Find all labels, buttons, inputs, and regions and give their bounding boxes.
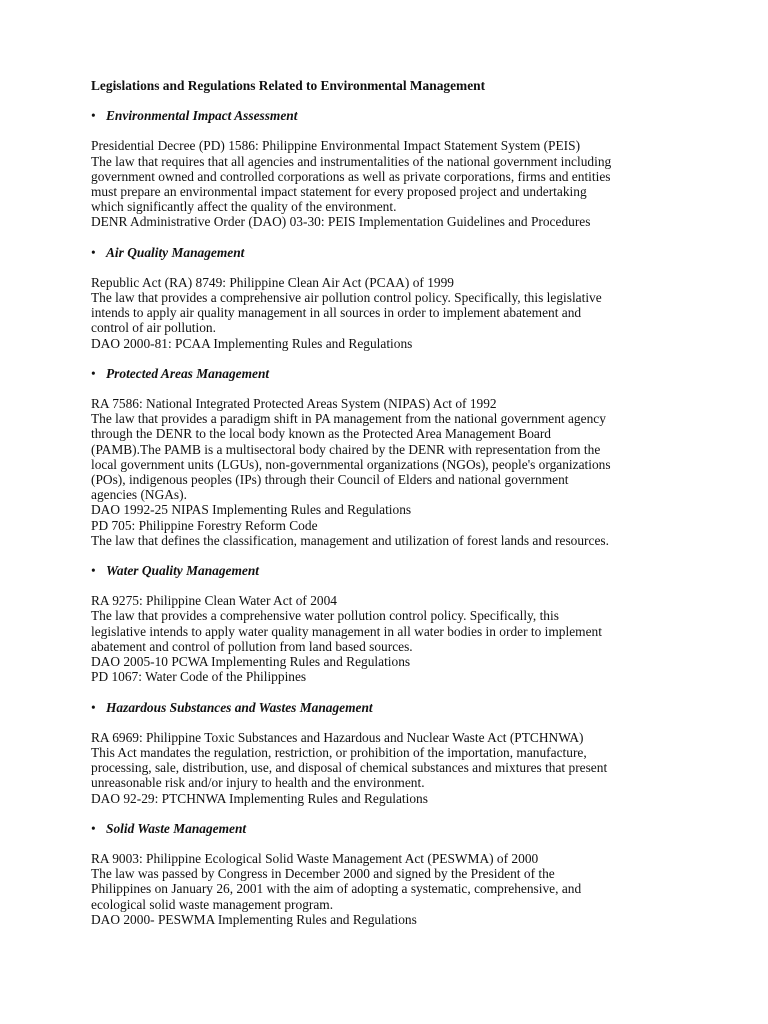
document-title: Legislations and Regulations Related to Environmental Management — [91, 78, 486, 93]
body-text-line: must prepare an environmental impact statement for every proposed project and undertaking — [91, 184, 587, 200]
body-text-line: processing, sale, distribution, use, and disposal of chemical substances and mixtures that present — [91, 760, 608, 776]
bullet-icon: • — [91, 820, 96, 836]
section-heading — [91, 700, 691, 715]
body-text-line: RA 6969: Philippine Toxic Substances and Hazardous and Nuclear Waste Act (PTCHNWA) — [91, 729, 584, 745]
body-text-line: Presidential Decree (PD) 1586: Philippine Environmental Impact Statement System (PEIS) — [91, 138, 581, 154]
body-text-line: agencies (NGAs). — [91, 487, 187, 503]
section-body — [91, 593, 691, 684]
section — [91, 108, 691, 229]
body-text-line: local government units (LGUs), non-governmental organizations (NGOs), people's organizations — [91, 456, 611, 472]
section-body — [91, 396, 691, 548]
body-text-line: PD 1067: Water Code of the Philippines — [91, 669, 307, 685]
section-heading-text: Environmental Impact Assessment — [106, 108, 298, 124]
body-text-line: unreasonable risk and/or injury to health and the environment. — [91, 775, 425, 791]
document-page — [91, 78, 691, 942]
body-text-line: The law that provides a comprehensive air pollution control policy. Specifically, this legislative — [91, 290, 602, 306]
body-text-line: The law that provides a comprehensive water pollution control policy. Specifically, this — [91, 608, 559, 624]
bullet-icon: • — [91, 244, 96, 260]
body-text-line: DAO 92-29: PTCHNWA Implementing Rules and Regulations — [91, 790, 428, 806]
section-body — [91, 730, 691, 806]
bullet-icon: • — [91, 108, 96, 124]
body-text-line: Republic Act (RA) 8749: Philippine Clean Air Act (PCAA) of 1999 — [91, 274, 455, 290]
body-text-line: abatement and control of pollution from land based sources. — [91, 638, 413, 654]
bullet-icon: • — [91, 365, 96, 381]
section-heading — [91, 821, 691, 836]
body-text-line: RA 7586: National Integrated Protected Areas System (NIPAS) Act of 1992 — [91, 396, 497, 412]
section-heading-text: Hazardous Substances and Wastes Management — [106, 699, 373, 715]
section-heading-text: Solid Waste Management — [106, 820, 247, 836]
bullet-icon: • — [91, 699, 96, 715]
bullet-icon: • — [91, 563, 96, 579]
body-text-line: RA 9003: Philippine Ecological Solid Waste Management Act (PESWMA) of 2000 — [91, 850, 539, 866]
body-text-line: (PAMB).The PAMB is a multisectoral body chaired by the DENR with representation from the — [91, 441, 601, 457]
section — [91, 700, 691, 806]
body-text-line: (POs), indigenous peoples (IPs) through their Council of Elders and national government — [91, 472, 569, 488]
section-body — [91, 138, 691, 229]
body-text-line: The law that defines the classification, management and utilization of forest lands and resources. — [91, 532, 609, 548]
body-text-line: which significantly affect the quality of the environment. — [91, 199, 397, 215]
section-heading — [91, 366, 691, 381]
section-body — [91, 275, 691, 351]
body-text-line: PD 705: Philippine Forestry Reform Code — [91, 517, 318, 533]
section — [91, 563, 691, 684]
body-text-line: The law that requires that all agencies and instrumentalities of the national government including — [91, 153, 612, 169]
section — [91, 366, 691, 548]
section-heading — [91, 245, 691, 260]
body-text-line: DAO 2005-10 PCWA Implementing Rules and Regulations — [91, 654, 411, 670]
body-text-line: DAO 1992-25 NIPAS Implementing Rules and Regulations — [91, 502, 412, 518]
section — [91, 821, 691, 927]
body-text-line: control of air pollution. — [91, 320, 216, 336]
body-text-line: This Act mandates the regulation, restriction, or prohibition of the importation, manufacture, — [91, 744, 587, 760]
section-body — [91, 851, 691, 927]
body-text-line: The law was passed by Congress in December 2000 and signed by the President of the — [91, 866, 555, 882]
section-heading-text: Protected Areas Management — [106, 365, 270, 381]
body-text-line: government owned and controlled corporations as well as private corporations, firms and entities — [91, 168, 611, 184]
body-text-line: ecological solid waste management program. — [91, 896, 334, 912]
body-text-line: DAO 2000-81: PCAA Implementing Rules and Regulations — [91, 335, 413, 351]
body-text-line: intends to apply air quality management in all sources in order to implement abatement and — [91, 305, 582, 321]
body-text-line: DAO 2000- PESWMA Implementing Rules and Regulations — [91, 911, 417, 927]
body-text-line: legislative intends to apply water quality management in all water bodies in order to implement — [91, 623, 602, 639]
sections-container — [91, 108, 691, 927]
section-heading — [91, 563, 691, 578]
body-text-line: The law that provides a paradigm shift in PA management from the national government agency — [91, 411, 606, 427]
section-heading — [91, 108, 691, 123]
body-text-line: through the DENR to the local body known as the Protected Area Management Board — [91, 426, 552, 442]
body-text-line: Philippines on January 26, 2001 with the aim of adopting a systematic, comprehensive, and — [91, 881, 582, 897]
body-text-line: DENR Administrative Order (DAO) 03-30: PEIS Implementation Guidelines and Procedures — [91, 214, 591, 230]
section-heading-text: Water Quality Management — [106, 563, 260, 579]
section — [91, 245, 691, 351]
section-heading-text: Air Quality Management — [106, 244, 245, 260]
body-text-line: RA 9275: Philippine Clean Water Act of 2004 — [91, 593, 338, 609]
